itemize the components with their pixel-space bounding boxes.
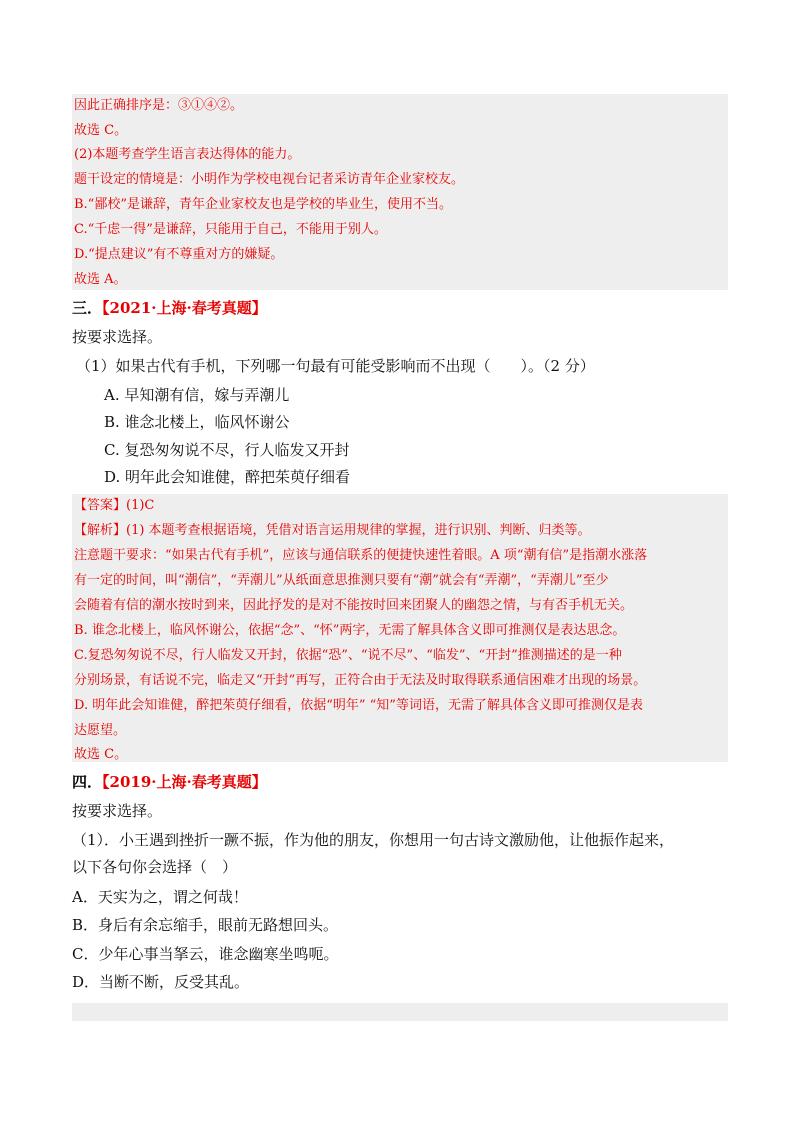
analysis-line: C.复恐匆匆说不尽，行人临发又开封，依据“恐”、“说不尽”、“临发”、“开封”推测描述的是一种 [74, 648, 622, 663]
answer-block-empty [72, 1003, 728, 1021]
analysis-line: B. 谁念北楼上，临风怀谢公，依据“念”、“怀”两字，无需了解具体含义即可推测仅是表达思念。 [74, 623, 626, 638]
analysis-line: 【解析】(1) 本题考查根据语境，凭借对语言运用规律的掌握，进行识别、判断、归类等。 [74, 523, 591, 538]
analysis-line: (2)本题考查学生语言表达得体的能力。 [74, 147, 301, 162]
instruction: 按要求选择。 [72, 802, 163, 820]
analysis-line: D.“提点建议”有不尊重对方的嫌疑。 [74, 247, 284, 262]
option-a: A. 早知潮有信，嫁与弄潮儿 [104, 386, 290, 404]
analysis-line: 题干设定的情境是：小明作为学校电视台记者采访青年企业家校友。 [74, 172, 465, 187]
option-d: D．当断不断，反受其乱。 [72, 973, 250, 991]
question-line-2: 以下各句你会选择（ ） [72, 858, 238, 876]
section-number: 四． [72, 773, 103, 791]
source-tag: 【2019·上海·春考真题】 [102, 773, 267, 791]
option-b: B．身后有余忘缩手，眼前无路想回头。 [72, 916, 339, 934]
question-line-1: （1）．小王遇到挫折一蹶不振，作为他的朋友，你想用一句古诗文激励他，让他振作起来， [72, 831, 675, 849]
analysis-line: 故选 C。 [74, 123, 128, 138]
analysis-line: 达愿望。 [74, 723, 127, 738]
section-3-heading [72, 298, 267, 318]
analysis-line: 注意题干要求：“如果古代有手机”，应该与通信联系的便捷快速性着眼。A 项“潮有信”是指潮水涨落 [74, 548, 648, 563]
option-c: C. 复恐匆匆说不尽，行人临发又开封 [104, 441, 350, 459]
source-tag: 【2021·上海·春考真题】 [102, 299, 267, 317]
option-a: A．天实为之，谓之何哉！ [72, 888, 248, 906]
option-c: C．少年心事当拏云，谁念幽寒坐鸣呃。 [72, 945, 339, 963]
option-b: B. 谁念北楼上，临风怀谢公 [104, 413, 290, 431]
section-4-heading [72, 772, 267, 792]
analysis-line: 故选 A。 [74, 272, 127, 287]
question: （1）如果古代有手机，下列哪一句最有可能受影响而不出现（ ）。（2 分） [76, 357, 595, 375]
section-number: 三． [72, 299, 103, 317]
analysis-line: D. 明年此会知谁健，醉把茱萸仔细看，依据“明年” “知”等词语，无需了解具体含义即可推测仅是表 [74, 698, 643, 713]
analysis-line: B.“鄙校”是谦辞，青年企业家校友也是学校的毕业生，使用不当。 [74, 197, 452, 212]
instruction: 按要求选择。 [72, 328, 163, 346]
analysis-line: 会随着有信的潮水按时到来，因此抒发的是对不能按时回来团聚人的幽怨之情，与有否手机无关。 [74, 598, 634, 613]
analysis-line: 分别场景，有话说不完，临走又“开封”再写，正符合由于无法及时取得联系通信困难才出现的场景。 [74, 673, 647, 688]
analysis-line: 因此正确排序是：③①④②。 [74, 98, 244, 113]
option-d: D. 明年此会知谁健，醉把茱萸仔细看 [104, 468, 351, 486]
answer-line: 【答案】(1)C [74, 498, 155, 513]
analysis-line: 故选 C。 [74, 747, 128, 762]
analysis-line: 有一定的时间，叫“潮信”，“弄潮儿”从纸面意思推测只要有“潮”就会有“弄潮”，“弄潮儿”至少 [74, 573, 609, 588]
analysis-line: C.“千虑一得”是谦辞，只能用于自己，不能用于别人。 [74, 222, 387, 237]
